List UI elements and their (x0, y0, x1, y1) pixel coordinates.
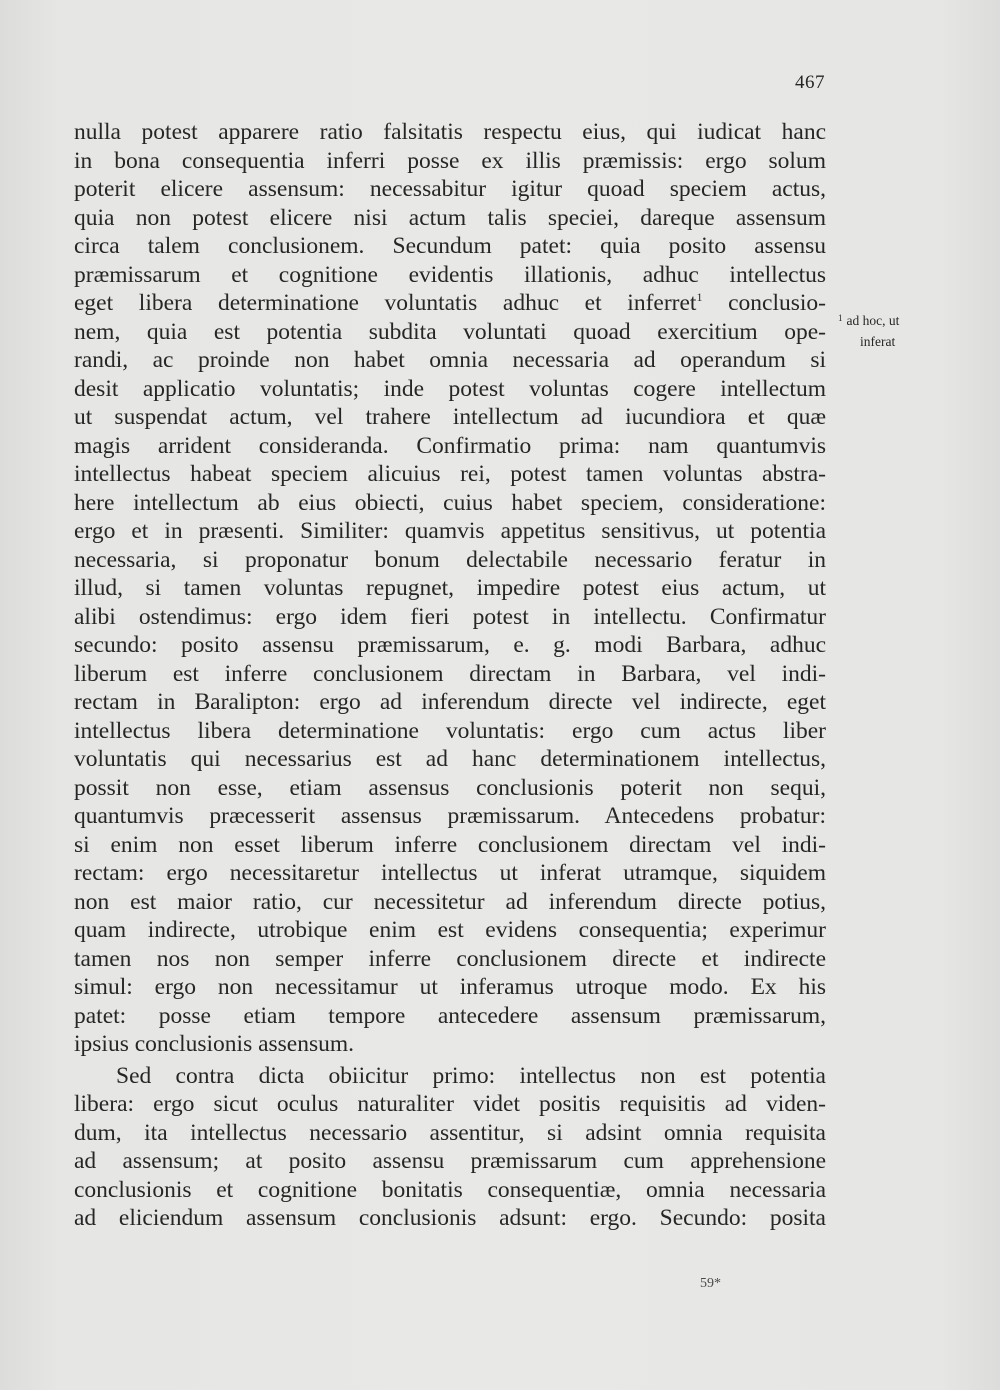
text-line: possit non esse, etiam assensus conclusionis poterit non sequi, (74, 774, 826, 801)
text-line: non est maior ratio, cur necessitetur ad inferendum directe potius, (74, 888, 826, 915)
text-line: liberum est inferre conclusionem directam in Barbara, vel indi- (74, 660, 826, 687)
text-line: quam indirecte, utrobique enim est evidens consequentia; experimur (74, 917, 826, 943)
text-line: præmissarum et cognitione evidentis illationis, adhuc intellectus (74, 261, 826, 288)
text-line: illud, si tamen voluntas repugnet, impedire potest eius actum, ut (74, 575, 826, 601)
paragraph-2 (74, 1062, 826, 1233)
marginal-note-line: inferat (860, 334, 896, 349)
text-line: in bona consequentia inferri posse ex illis præmissis: ergo solum (74, 147, 826, 174)
text-line: tamen nos non semper inferre conclusionem directe et indirecte (74, 945, 826, 972)
text-line: si enim non esset liberum inferre conclusionem directam vel indi- (74, 831, 826, 858)
text-line: nem, quia est potentia subdita voluntati quoad exercitium ope- (74, 318, 826, 345)
marginal-note-number: 1 (838, 313, 843, 323)
text-line: quantumvis præcesserit assensus præmissarum. Antecedens probatur: (74, 803, 826, 829)
text-line: ut suspendat actum, vel trahere intellectum ad iucundiora et quæ (74, 404, 826, 430)
marginal-note (838, 308, 938, 352)
text-line: alibi ostendimus: ergo idem fieri potest in intellectu. Confirmatur (74, 603, 826, 630)
text-line: intellectus libera determinatione voluntatis: ergo cum actus liber (74, 717, 826, 744)
text-line-with-footnote (74, 289, 826, 318)
text-line: desit applicatio voluntatis; inde potest voluntas cogere intellectum (74, 375, 826, 402)
text-line: ad assensum; at posito assensu præmissarum cum apprehensione (74, 1148, 826, 1174)
text-line: intellectus habeat speciem alicuius rei, potest tamen voluntas abstra- (74, 461, 826, 487)
text-line: ad eliciendum assensum conclusionis adsunt: ergo. Secundo: posita (74, 1205, 826, 1231)
text-line: rectam in Baralipton: ergo ad inferendum directe vel indirecte, eget (74, 689, 826, 715)
body-text (74, 118, 826, 1233)
text-line: quia non potest elicere nisi actum talis speciei, dareque assensum (74, 204, 826, 231)
text-fragment: conclusio- (702, 290, 826, 316)
text-line: patet: posse etiam tempore antecedere assensum præmissarum, (74, 1002, 826, 1029)
text-line: voluntatis qui necessarius est ad hanc determinationem intellectus, (74, 746, 826, 772)
text-line: ipsius conclusionis assensum. (74, 1031, 355, 1057)
text-fragment: eget libera determinatione voluntatis adhuc et inferret (74, 290, 697, 316)
paragraph-1 (74, 118, 826, 1059)
text-line: Sed contra dicta obiicitur primo: intellectus non est potentia (116, 1062, 826, 1089)
text-line: conclusionis et cognitione bonitatis consequentiæ, omnia necessaria (74, 1176, 826, 1203)
text-line: necessaria, si proponatur bonum delectabile necessario feratur in (74, 546, 826, 573)
text-line: rectam: ergo necessitaretur intellectus ut inferat utramque, siquidem (74, 860, 826, 886)
text-line: dum, ita intellectus necessario assentitur, si adsint omnia requisita (74, 1119, 826, 1146)
page-number: 467 (795, 72, 825, 93)
text-line: here intellectum ab eius obiecti, cuius habet speciem, consideratione: (74, 489, 826, 516)
text-line: libera: ergo sicut oculus naturaliter videt positis requisitis ad viden- (74, 1091, 826, 1117)
text-line: randi, ac proinde non habet omnia necessaria ad operandum si (74, 347, 826, 373)
text-line: simul: ergo non necessitamur ut inferamus utroque modo. Ex his (74, 974, 826, 1000)
marginal-note-line (838, 308, 938, 331)
text-line: circa talem conclusionem. Secundum patet: quia posito assensu (74, 233, 826, 259)
footnote-reference: 1 (696, 290, 703, 304)
text-line: nulla potest apparere ratio falsitatis respectu eius, qui iudicat hanc (74, 119, 826, 145)
text-line: ergo et in præsenti. Similiter: quamvis appetitus sensitivus, ut potentia (74, 518, 826, 544)
signature-mark: 59* (700, 1276, 721, 1291)
text-line: magis arrident consideranda. Confirmatio prima: nam quantumvis (74, 432, 826, 459)
text-line: secundo: posito assensu præmissarum, e. g. modi Barbara, adhuc (74, 632, 826, 658)
marginal-note-text: ad hoc, ut (846, 313, 900, 328)
text-line: poterit elicere assensum: necessabitur igitur quoad speciem actus, (74, 176, 826, 202)
